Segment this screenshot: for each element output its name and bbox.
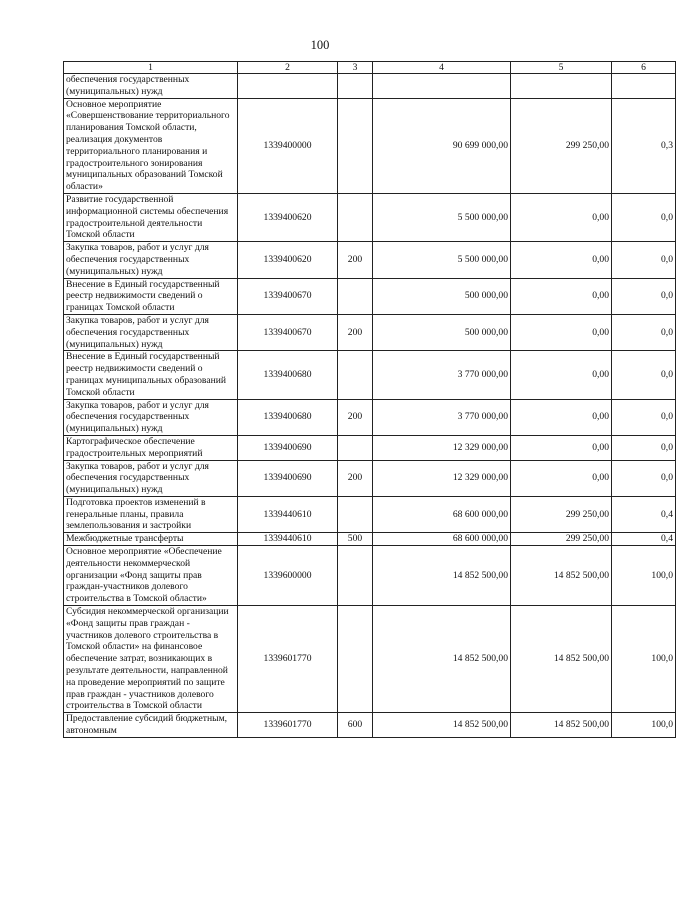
row-code: 1339400620 [238,242,338,278]
row-percent [612,74,676,99]
row-plan: 14 852 500,00 [373,606,511,713]
table-row [64,546,676,606]
row-name: Закупка товаров, работ и услуг для обеспечения государственных (муниципальных) нужд [64,460,238,496]
row-percent: 0,4 [612,533,676,546]
row-plan: 5 500 000,00 [373,242,511,278]
row-plan: 3 770 000,00 [373,399,511,435]
row-type: 500 [338,533,373,546]
row-percent: 0,0 [612,314,676,350]
row-percent: 100,0 [612,606,676,713]
row-type: 600 [338,713,373,738]
row-code: 1339601770 [238,606,338,713]
row-percent: 0,0 [612,278,676,314]
row-name: Основное мероприятие «Обеспечение деятельности некоммерческой организации «Фонд защиты прав граждан-участников долевого строительства в Томской области» [64,546,238,606]
page-number: 100 [310,38,330,52]
row-executed: 14 852 500,00 [511,606,612,713]
row-executed: 0,00 [511,278,612,314]
row-name: Закупка товаров, работ и услуг для обеспечения государственных (муниципальных) нужд [64,399,238,435]
row-name: Основное мероприятие «Совершенствование территориального планирования Томской области, реализация документов территориального планирования и градостроительного зонирования муниципальных образований Томской области» [64,98,238,193]
row-executed: 0,00 [511,351,612,399]
row-type: 200 [338,242,373,278]
row-code: 1339600000 [238,546,338,606]
row-executed [511,74,612,99]
column-header: 6 [612,62,676,74]
table-row [64,193,676,241]
table-row [64,606,676,713]
table-row [64,242,676,278]
row-executed: 0,00 [511,460,612,496]
row-type [338,351,373,399]
row-code: 1339400670 [238,278,338,314]
row-code: 1339440610 [238,533,338,546]
row-percent: 100,0 [612,546,676,606]
row-percent: 0,4 [612,496,676,532]
row-type [338,606,373,713]
row-plan: 14 852 500,00 [373,546,511,606]
row-type [338,278,373,314]
table-row [64,460,676,496]
row-executed: 0,00 [511,435,612,460]
row-type [338,74,373,99]
row-plan [373,74,511,99]
table-header-row [64,62,676,74]
row-code: 1339440610 [238,496,338,532]
column-header: 3 [338,62,373,74]
row-plan: 68 600 000,00 [373,496,511,532]
row-type: 200 [338,460,373,496]
row-percent: 0,0 [612,399,676,435]
row-plan: 90 699 000,00 [373,98,511,193]
row-name: Картографическое обеспечение градостроительных мероприятий [64,435,238,460]
row-plan: 68 600 000,00 [373,533,511,546]
row-type [338,496,373,532]
row-name: Предоставление субсидий бюджетным, автономным [64,713,238,738]
row-name: Закупка товаров, работ и услуг для обеспечения государственных (муниципальных) нужд [64,242,238,278]
row-executed: 14 852 500,00 [511,546,612,606]
row-code: 1339400680 [238,399,338,435]
row-plan: 3 770 000,00 [373,351,511,399]
row-name: Закупка товаров, работ и услуг для обеспечения государственных (муниципальных) нужд [64,314,238,350]
row-code: 1339400690 [238,460,338,496]
row-plan: 14 852 500,00 [373,713,511,738]
table-row [64,533,676,546]
row-type: 200 [338,314,373,350]
row-percent: 0,0 [612,351,676,399]
row-type [338,435,373,460]
row-plan: 12 329 000,00 [373,435,511,460]
row-executed: 0,00 [511,314,612,350]
row-type: 200 [338,399,373,435]
row-code: 1339400670 [238,314,338,350]
table-row [64,278,676,314]
row-plan: 500 000,00 [373,314,511,350]
column-header: 5 [511,62,612,74]
budget-table [63,61,676,738]
row-code: 1339400620 [238,193,338,241]
row-executed: 299 250,00 [511,496,612,532]
row-name: Внесение в Единый государственный реестр недвижимости сведений о границах Томской области [64,278,238,314]
row-plan: 12 329 000,00 [373,460,511,496]
row-code: 1339400680 [238,351,338,399]
row-percent: 0,3 [612,98,676,193]
row-executed: 0,00 [511,242,612,278]
row-code: 1339601770 [238,713,338,738]
row-name: Подготовка проектов изменений в генеральные планы, правила землепользования и застройки [64,496,238,532]
row-code: 1339400000 [238,98,338,193]
row-percent: 0,0 [612,193,676,241]
column-header: 4 [373,62,511,74]
table-row [64,713,676,738]
table-row [64,435,676,460]
row-executed: 14 852 500,00 [511,713,612,738]
row-executed: 0,00 [511,193,612,241]
row-executed: 299 250,00 [511,533,612,546]
row-plan: 500 000,00 [373,278,511,314]
row-name: Межбюджетные трансферты [64,533,238,546]
table-row [64,399,676,435]
table-row [64,98,676,193]
row-percent: 0,0 [612,460,676,496]
row-code: 1339400690 [238,435,338,460]
row-percent: 100,0 [612,713,676,738]
table-row [64,351,676,399]
table-row [64,74,676,99]
table-row [64,314,676,350]
row-percent: 0,0 [612,242,676,278]
column-header: 2 [238,62,338,74]
row-name: обеспечения государственных (муниципальных) нужд [64,74,238,99]
row-name: Внесение в Единый государственный реестр недвижимости сведений о границах муниципальных образований Томской области [64,351,238,399]
row-name: Развитие государственной информационной системы обеспечения градостроительной деятельности Томской области [64,193,238,241]
row-name: Субсидия некоммерческой организации «Фонд защиты прав граждан - участников долевого строительства в Томской области» на финансовое обеспечение затрат, возникающих в результате деятельности, направленной на проведение мероприятий по защите прав граждан - участников долевого строительства в Томской области [64,606,238,713]
row-executed: 299 250,00 [511,98,612,193]
row-percent: 0,0 [612,435,676,460]
row-type [338,546,373,606]
row-code [238,74,338,99]
row-executed: 0,00 [511,399,612,435]
row-plan: 5 500 000,00 [373,193,511,241]
row-type [338,193,373,241]
row-type [338,98,373,193]
table-row [64,496,676,532]
column-header: 1 [64,62,238,74]
